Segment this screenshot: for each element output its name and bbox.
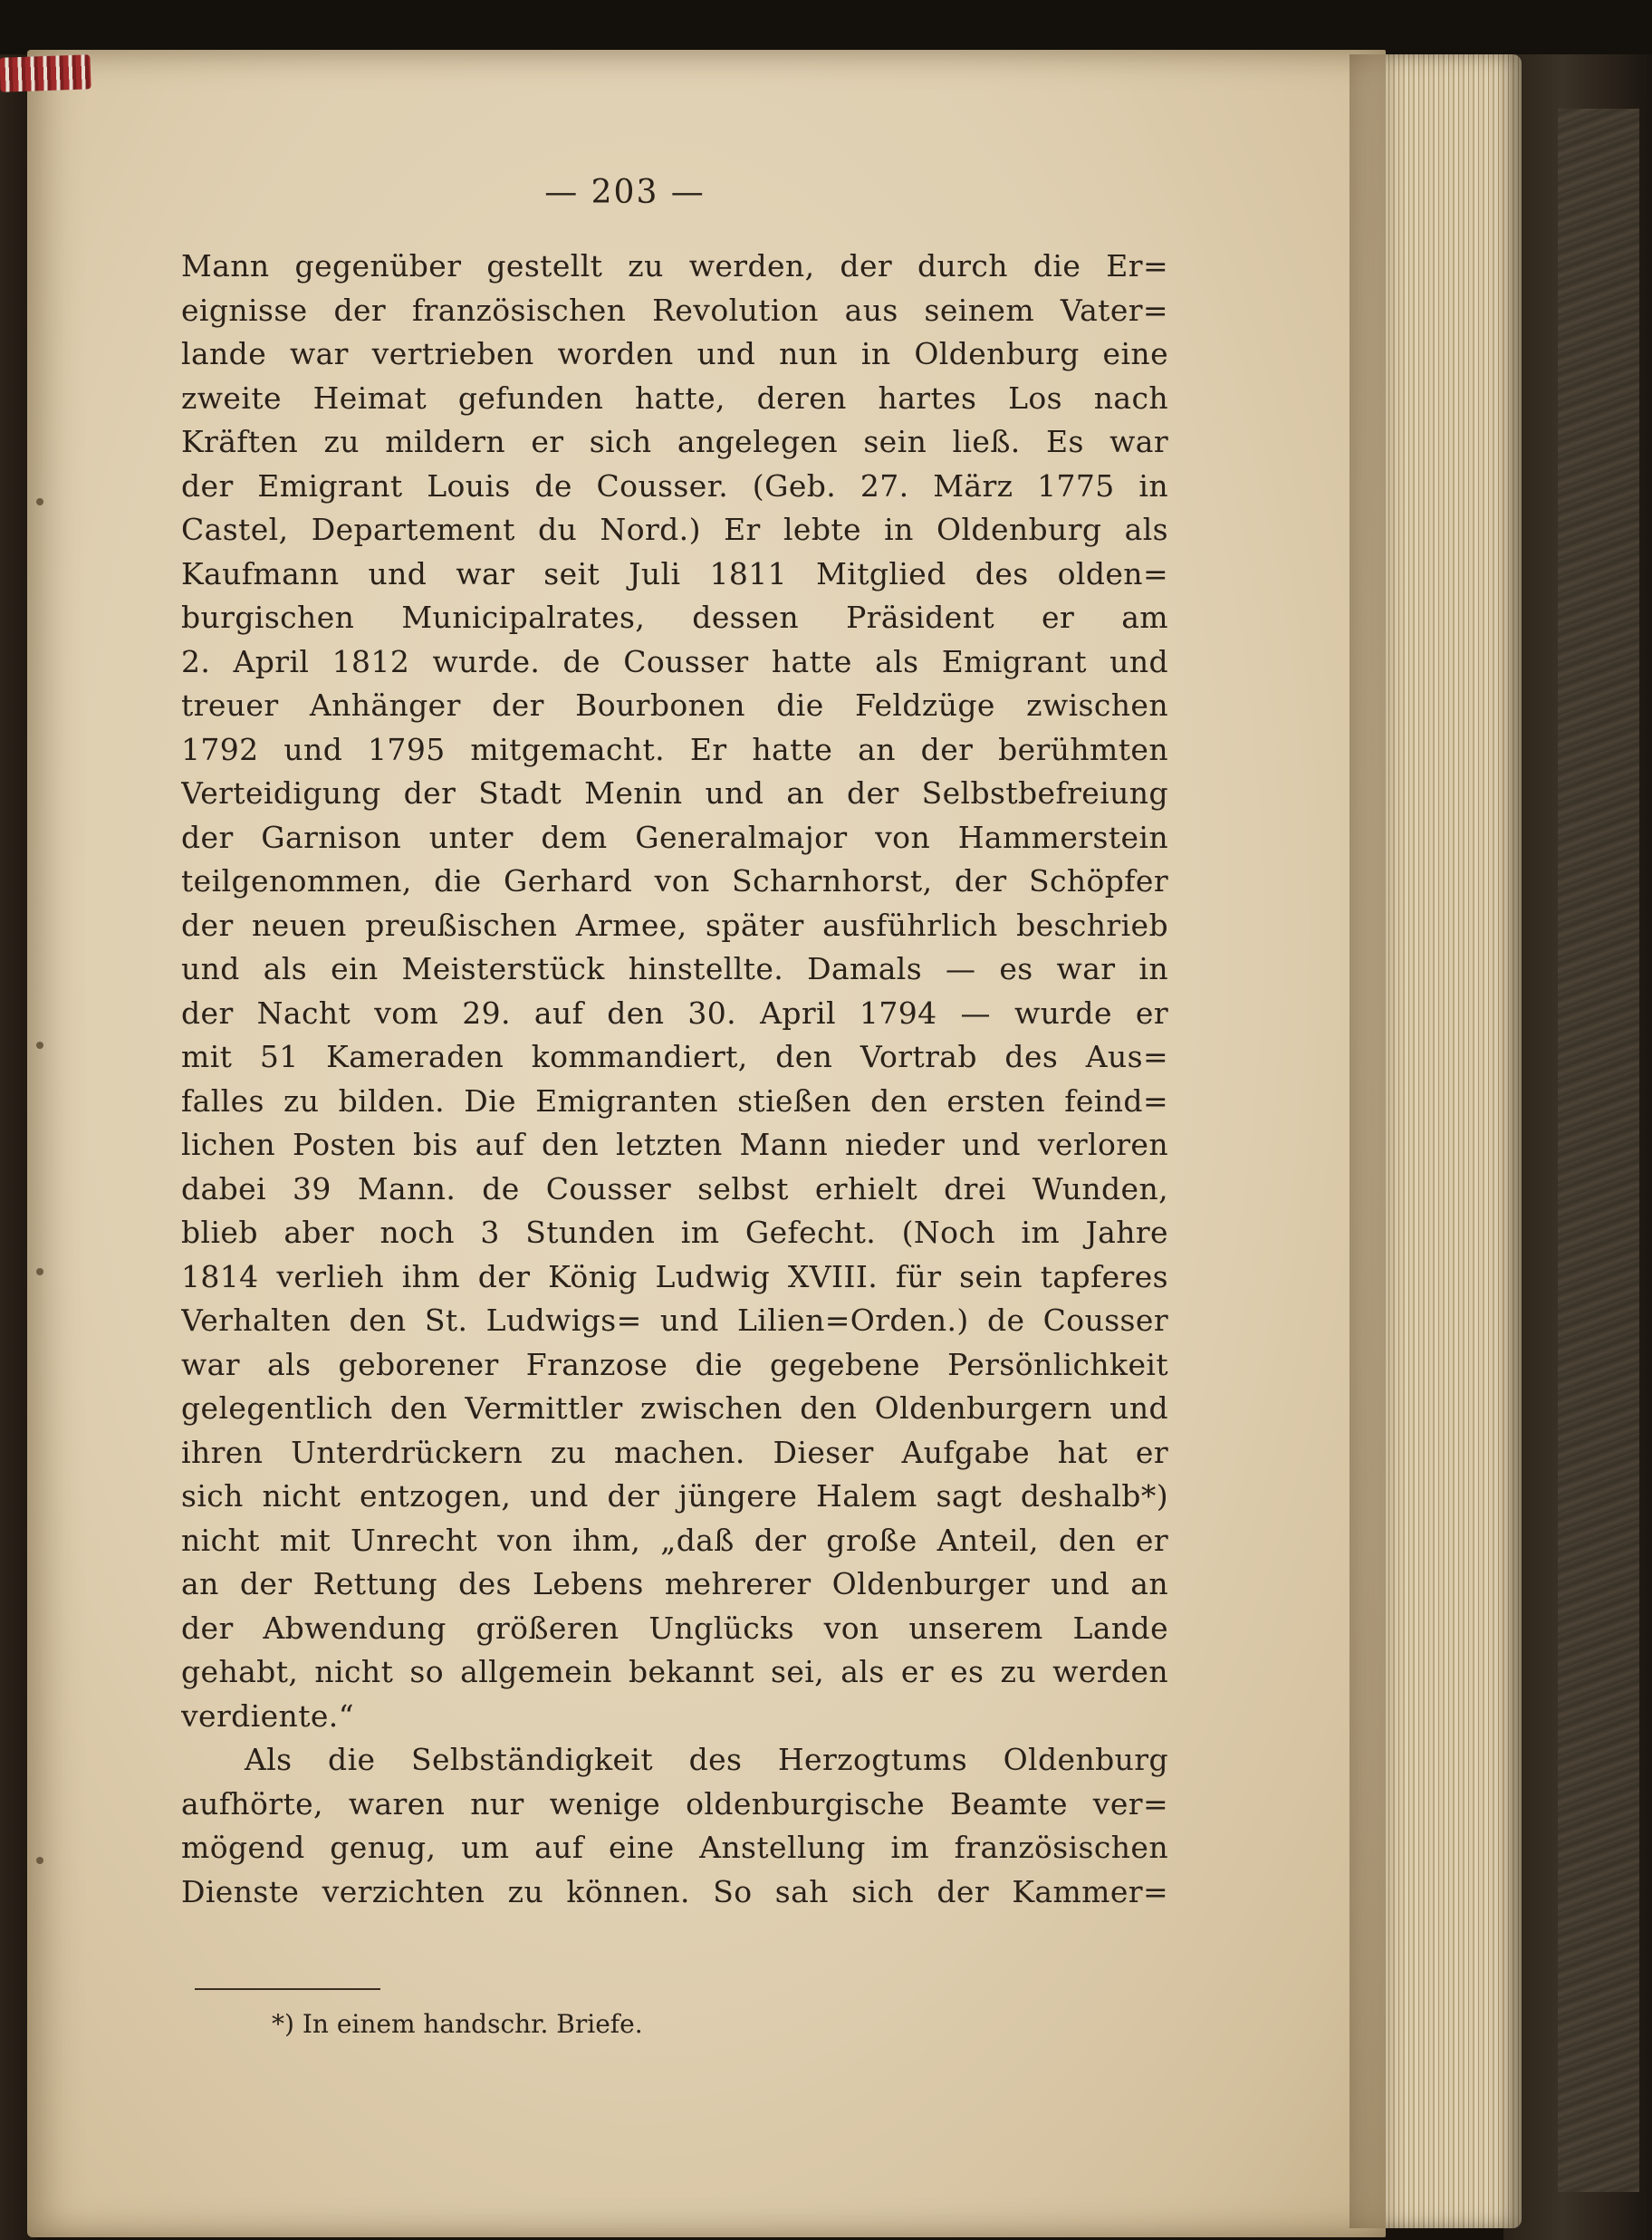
- text-line: war als geborener Franzose die gegebene Persönlichkeit: [181, 1346, 1168, 1382]
- text-line: zweite Heimat gefunden hatte, deren hartes Los nach: [181, 380, 1168, 416]
- ribbon-bookmark: [0, 54, 91, 91]
- text-line: blieb aber noch 3 Stunden im Gefecht. (Noch im Jahre: [181, 1215, 1168, 1250]
- text-line: burgischen Municipalrates, dessen Präsident er am: [181, 600, 1168, 635]
- text-line: der Garnison unter dem Generalmajor von Hammerstein: [181, 819, 1168, 855]
- text-line: der Emigrant Louis de Cousser. (Geb. 27. März 1775 in: [181, 467, 1168, 504]
- text-line: Verteidigung der Stadt Menin und an der Selbstbefreiung: [181, 775, 1168, 811]
- text-line: aufhörte, waren nur wenige oldenburgische Beamte ver=: [181, 1785, 1168, 1822]
- text-line: der Abwendung größeren Unglücks von unserem Lande: [181, 1610, 1168, 1646]
- text-line: Kräften zu mildern er sich angelegen sein ließ. Es war: [181, 424, 1168, 459]
- text-line: 2. April 1812 wurde. de Cousser hatte als Emigrant und: [181, 643, 1168, 679]
- page-number: — 203 —: [544, 174, 706, 211]
- text-line: verdiente.“: [181, 1697, 354, 1734]
- text-line: eignisse der französischen Revolution aus seinem Vater=: [181, 292, 1168, 328]
- text-line: Kaufmann und war seit Juli 1811 Mitglied des olden=: [181, 555, 1168, 591]
- page-edge-shadow: [1349, 54, 1404, 2228]
- text-line: Dienste verzichten zu können. So sah sich der Kammer=: [181, 1873, 1168, 1909]
- cover-board-texture: [1558, 109, 1639, 2192]
- text-line: treuer Anhänger der Bourbonen die Feldzüge zwischen: [181, 687, 1168, 723]
- text-line: dabei 39 Mann. de Cousser selbst erhielt drei Wunden,: [181, 1170, 1168, 1207]
- text-line: nicht mit Unrecht von ihm, „daß der große Anteil, den er: [181, 1522, 1168, 1558]
- text-line: 1792 und 1795 mitgemacht. Er hatte an der berühmten: [181, 731, 1168, 767]
- text-line: Castel, Departement du Nord.) Er lebte in Oldenburg als: [181, 512, 1168, 547]
- text-line: Mann gegenüber gestellt zu werden, der durch die Er=: [181, 248, 1168, 284]
- text-line: lande war vertrieben worden und nun in Oldenburg eine: [181, 336, 1168, 371]
- text-line: 1814 verlieh ihm der König Ludwig XVIII. für sein tapferes: [181, 1258, 1168, 1294]
- text-line: gehabt, nicht so allgemein bekannt sei, als er es zu werden: [181, 1654, 1168, 1689]
- text-line: teilgenommen, die Gerhard von Scharnhorst, der Schöpfer: [181, 863, 1168, 899]
- footnote-rule: [195, 1988, 380, 1990]
- text-line: falles zu bilden. Die Emigranten stießen den ersten feind=: [181, 1082, 1168, 1119]
- text-line: der neuen preußischen Armee, später ausführlich beschrieb: [181, 907, 1168, 943]
- text-line: ihren Unterdrückern zu machen. Dieser Aufgabe hat er: [181, 1434, 1168, 1470]
- text-line: gelegentlich den Vermittler zwischen den Oldenburgern und: [181, 1390, 1168, 1426]
- text-line: mit 51 Kameraden kommandiert, den Vortrab des Aus=: [181, 1039, 1168, 1074]
- text-line: der Nacht vom 29. auf den 30. April 1794 — wurde er: [181, 995, 1168, 1031]
- text-line: und als ein Meisterstück hinstellte. Damals — es war in: [181, 951, 1168, 986]
- text-line: lichen Posten bis auf den letzten Mann nieder und verloren: [181, 1127, 1168, 1162]
- text-line: an der Rettung des Lebens mehrerer Oldenburger und an: [181, 1566, 1168, 1601]
- footnote: *) In einem handschr. Briefe.: [272, 2009, 643, 2039]
- text-line: sich nicht entzogen, und der jüngere Halem sagt deshalb*): [181, 1478, 1168, 1514]
- text-line: Als die Selbständigkeit des Herzogtums Oldenburg: [245, 1742, 1168, 1777]
- text-line: mögend genug, um auf eine Anstellung im französischen: [181, 1830, 1168, 1865]
- text-line: Verhalten den St. Ludwigs= und Lilien=Orden.) de Cousser: [181, 1303, 1168, 1338]
- body-text: [181, 245, 1168, 1914]
